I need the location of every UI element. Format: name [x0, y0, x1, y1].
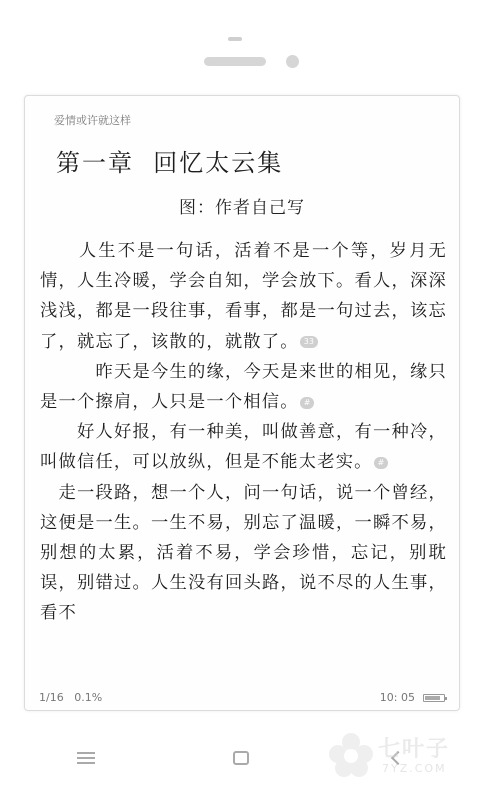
book-title: 爱情或许就这样 — [54, 114, 131, 127]
battery-icon — [423, 694, 445, 702]
reading-progress — [39, 691, 102, 704]
clock-time: 10: 05 — [379, 691, 415, 704]
paragraph-text: 昨天是今生的缘，今天是来世的相见，缘只是一个擦肩，人只是一个相信。 — [40, 361, 447, 413]
chapter-caption: 图：作者自己写 — [179, 198, 305, 218]
watermark-title: 七叶子 — [378, 737, 451, 762]
front-camera — [286, 55, 299, 68]
comment-badge[interactable]: # — [374, 457, 389, 469]
menu-icon — [77, 749, 95, 767]
paragraph-text: 好人好报，有一种美，叫做善意，有一种冷，叫做信任，可以放纵，但是不能太老实。 — [40, 422, 447, 473]
paragraph-text: 人生不是一句话，活着不是一个等，岁月无情，人生冷暖，学会自知，学会放下。看人，深深浅浅，都是一段往事，看事，都是一句过去，该忘了，就忘了，该散的，就散了。 — [40, 241, 447, 352]
chapter-title: 第一章 回忆太云集 — [56, 149, 284, 177]
watermark-url: 7YZ.COM — [382, 762, 447, 775]
reader-screen[interactable] — [24, 95, 460, 711]
paragraph — [40, 478, 447, 629]
earpiece-slot — [228, 37, 242, 41]
leaf-flower-icon — [326, 730, 376, 780]
paragraph-text: 走一段路，想一个人，问一句话，说一个曾经，这便是一生。一生不易，别忘了温暖，一瞬不易，别想的太累，活着不易，学会珍惜，忘记，别耽误，别错过。人生没有回头路，说不尽的人生事，看不 — [40, 482, 447, 624]
percent-indicator: 0.1% — [74, 691, 103, 704]
paragraph — [40, 417, 447, 477]
comment-badge[interactable]: # — [300, 397, 315, 409]
chapter-body[interactable] — [40, 236, 447, 629]
home-button[interactable] — [221, 740, 261, 776]
speaker-grille — [204, 57, 266, 66]
paragraph — [40, 357, 447, 417]
paragraph — [40, 236, 447, 357]
page-indicator: 1/16 — [39, 691, 64, 704]
home-icon — [233, 751, 249, 765]
watermark-logo — [326, 728, 466, 784]
comment-count-badge[interactable]: 33 — [300, 336, 318, 348]
status-right — [380, 691, 445, 704]
menu-button[interactable] — [66, 740, 106, 776]
battery-level — [425, 696, 440, 700]
